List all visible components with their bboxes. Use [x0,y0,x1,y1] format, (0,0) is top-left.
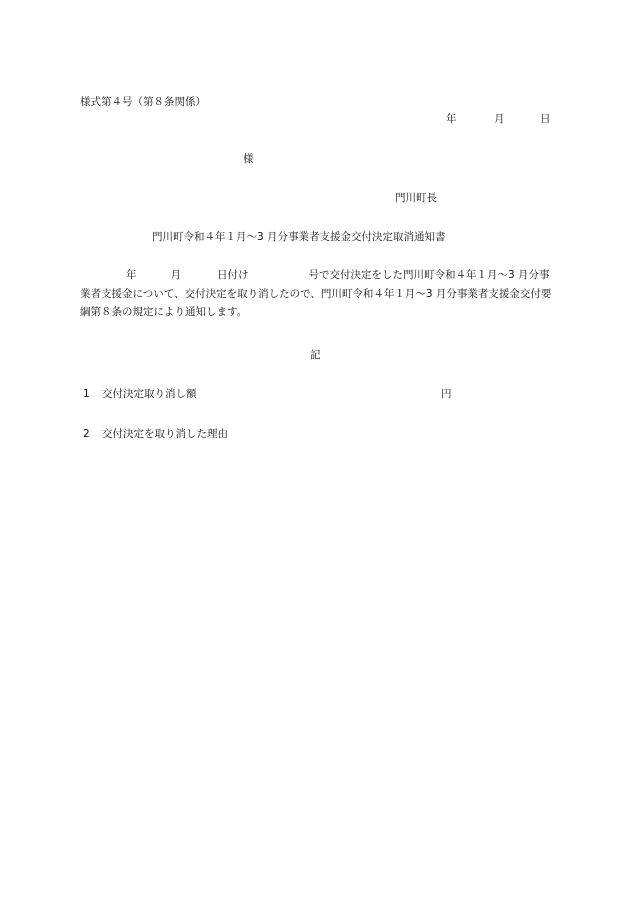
body-paragraph [80,266,552,322]
body-month-label: 月 [170,269,181,281]
item-1-label: 交付決定取り消し額 [102,388,197,400]
issuer-name: 門川町長 [395,192,437,204]
addressee-suffix: 様 [243,153,254,165]
date-day-label: 日 [540,113,551,125]
item-2-label: 交付決定を取り消した理由 [102,428,228,440]
body-year-label: 年 [126,269,137,281]
item-1-number: 1 [83,388,90,400]
ki-heading: 記 [310,349,321,361]
document-title: 門川町令和４年１月〜3 月分事業者支援金交付決定取消通知書 [152,231,446,243]
body-text: 号で交付決定をした門川町令和４年１月〜3 月分事業者支援金について、交付決定を取り消したので、門川町令和４年１月〜3 月分事業者支援金交付要綱第８条の規定により通知します。 [80,269,552,318]
form-label: 様式第４号（第８条関係） [80,96,206,108]
body-date-suffix: 日付け [217,269,249,281]
date-month-label: 月 [494,113,505,125]
item-1-unit: 円 [441,388,452,400]
date-year-label: 年 [446,113,457,125]
item-2-number: 2 [83,428,90,440]
